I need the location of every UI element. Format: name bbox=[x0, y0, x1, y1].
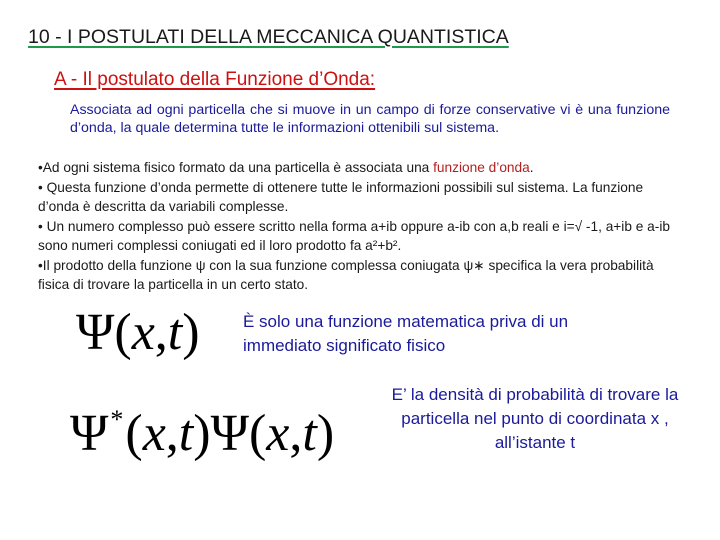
bullet-item: •Il prodotto della funzione ψ con la sua funzione complessa coniugata ψ∗ specifica la vera probabilità fisica di trovare la particella in un certo stato. bbox=[38, 257, 654, 292]
paren: ( bbox=[125, 405, 143, 462]
paren: ) bbox=[182, 304, 200, 361]
probability-density-formula bbox=[70, 390, 334, 464]
variable-t: t bbox=[167, 304, 183, 361]
comma: , bbox=[289, 405, 303, 462]
comma: , bbox=[154, 304, 168, 361]
psi-symbol: Ψ bbox=[210, 405, 249, 462]
comma: , bbox=[165, 405, 179, 462]
variable-t: t bbox=[178, 405, 194, 462]
slide-title: 10 - I POSTULATI DELLA MECCANICA QUANTISTICA bbox=[28, 26, 509, 48]
bullet-item: • Questa funzione d’onda permette di ottenere tutte le informazioni possibili sul sistema. La funzione d’onda è descritta da variabili complesse. bbox=[38, 179, 644, 214]
paren: ) bbox=[193, 405, 211, 462]
slide-subtitle: A - Il postulato della Funzione d’Onda: bbox=[54, 69, 376, 90]
bullet-text: •Ad ogni sistema fisico formato da una particella è associata una bbox=[38, 160, 434, 175]
bullet-text: . bbox=[529, 160, 534, 175]
wavefunction-note: È solo una funzione matematica priva di un immediato significato fisico bbox=[243, 312, 569, 355]
paren: ) bbox=[316, 405, 335, 462]
bullet-list bbox=[38, 158, 686, 295]
highlight-term: funzione d’onda bbox=[433, 160, 530, 175]
psi-symbol: Ψ bbox=[70, 405, 109, 462]
variable-x: x bbox=[142, 405, 166, 462]
conjugate-star: * bbox=[110, 405, 124, 434]
probability-density-note: E’ la densità di probabilità di trovare la particella nel punto di coordinata x , all’istante t bbox=[391, 385, 679, 452]
psi-symbol: Ψ bbox=[76, 304, 115, 361]
variable-t: t bbox=[302, 405, 317, 462]
wavefunction-formula bbox=[76, 303, 200, 363]
bullet-item: • Un numero complesso può essere scritto nella forma a+ib oppure a-ib con a,b reali e i=√ -1, a+ib e a-ib sono numeri complessi coniugati ed il loro prodotto fa a²+b². bbox=[38, 218, 670, 253]
intro-paragraph: Associata ad ogni particella che si muove in un campo di forze conservative vi è una funzione d’onda, la quale determina tutte le informazioni ottenibili sul sistema. bbox=[70, 102, 670, 136]
paren: ( bbox=[248, 405, 267, 462]
variable-x: x bbox=[131, 304, 155, 361]
bullet-item bbox=[38, 158, 686, 178]
paren: ( bbox=[114, 304, 132, 361]
variable-x: x bbox=[266, 405, 290, 462]
